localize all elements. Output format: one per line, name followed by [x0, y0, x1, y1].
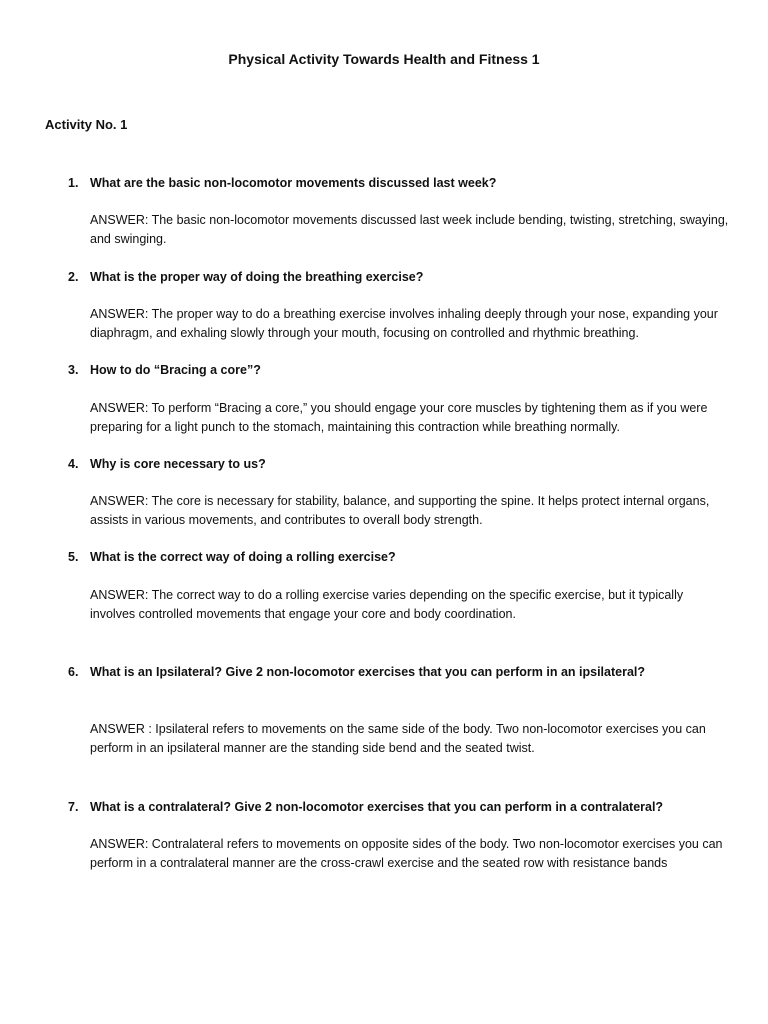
question-number: 7. [68, 800, 79, 814]
question-number: 2. [68, 270, 79, 284]
document-title: Physical Activity Towards Health and Fitness 1 [228, 51, 540, 67]
question-number: 4. [68, 457, 79, 471]
question-text: What is the proper way of doing the breathing exercise? [90, 270, 424, 284]
question-number: 3. [68, 363, 79, 377]
activity-heading: Activity No. 1 [45, 117, 128, 132]
question-number: 5. [68, 550, 79, 564]
question-text: What is a contralateral? Give 2 non-locomotor exercises that you can perform in a contralateral? [90, 800, 664, 814]
question-text: What are the basic non-locomotor movements discussed last week? [90, 176, 497, 190]
answer-text: ANSWER: To perform “Bracing a core,” you should engage your core muscles by tightening them as if you were preparing for a light punch to the stomach, maintaining this contraction while breathing normally. [90, 401, 708, 434]
answer-text: ANSWER: Contralateral refers to movements on opposite sides of the body. Two non-locomotor exercises you can perform in a contralateral manner are the cross-crawl exercise and the seated row with resistance bands [90, 837, 723, 870]
answer-text: ANSWER: The proper way to do a breathing exercise involves inhaling deeply through your nose, expanding your diaphragm, and exhaling slowly through your mouth, focusing on controlled and rhythmic breathing. [90, 307, 718, 340]
answer-text: ANSWER: The basic non-locomotor movements discussed last week include bending, twisting, stretching, swaying, and swinging. [90, 213, 729, 246]
answer-text: ANSWER: The core is necessary for stability, balance, and supporting the spine. It helps protect internal organs, assists in various movements, and contributes to overall body strength. [90, 494, 710, 527]
answer-text: ANSWER : Ipsilateral refers to movements on the same side of the body. Two non-locomotor exercises you can perform in an ipsilateral manner are the standing side bend and the seated twist. [90, 722, 706, 755]
question-text: How to do “Bracing a core”? [90, 363, 261, 377]
question-number: 6. [68, 665, 79, 679]
question-text: Why is core necessary to us? [90, 457, 266, 471]
question-text: What is the correct way of doing a rolling exercise? [90, 550, 396, 564]
question-text: What is an Ipsilateral? Give 2 non-locomotor exercises that you can perform in an ipsilateral? [90, 665, 646, 679]
question-number: 1. [68, 176, 79, 190]
answer-text: ANSWER: The correct way to do a rolling exercise varies depending on the specific exercise, but it typically involves controlled movements that engage your core and body coordination. [90, 588, 684, 621]
